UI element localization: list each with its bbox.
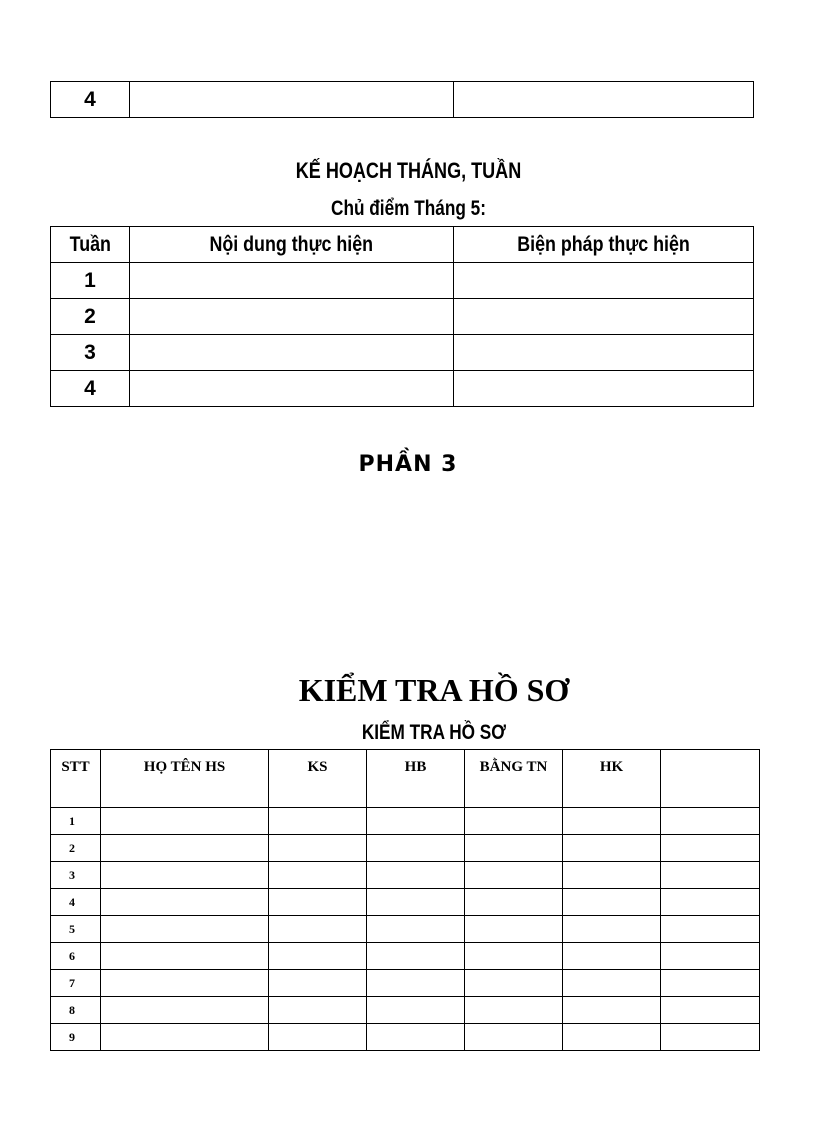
empty-cell [661, 943, 760, 970]
stt-cell: 8 [51, 997, 101, 1024]
table-row [51, 299, 754, 335]
empty-cell [563, 943, 661, 970]
empty-cell [563, 997, 661, 1024]
empty-cell [563, 862, 661, 889]
empty-cell [661, 835, 760, 862]
table-row [51, 862, 760, 889]
table-row [51, 943, 760, 970]
empty-cell [269, 862, 367, 889]
stt-cell: 1 [51, 808, 101, 835]
empty-cell [269, 835, 367, 862]
column-header-ks: KS [269, 750, 367, 808]
empty-cell [101, 997, 269, 1024]
empty-cell [465, 835, 563, 862]
empty-cell [465, 889, 563, 916]
empty-cell [101, 889, 269, 916]
empty-cell [269, 916, 367, 943]
plan-subtitle: Chủ điểm Tháng 5: [330, 197, 486, 220]
empty-cell [563, 808, 661, 835]
empty-cell [101, 916, 269, 943]
method-cell [454, 299, 754, 335]
stt-cell: 7 [51, 970, 101, 997]
empty-cell [367, 808, 465, 835]
empty-cell [465, 1024, 563, 1051]
empty-cell [367, 862, 465, 889]
empty-cell [465, 916, 563, 943]
week-number-cell: 4 [51, 371, 130, 407]
content-cell [130, 335, 454, 371]
column-header-stt: STT [51, 750, 101, 808]
empty-cell [101, 808, 269, 835]
stt-cell: 9 [51, 1024, 101, 1051]
empty-cell [269, 808, 367, 835]
table-row [51, 371, 754, 407]
empty-cell [465, 808, 563, 835]
records-check-subtitle: KIỂM TRA HỒ SƠ [361, 721, 507, 744]
column-header-name: HỌ TÊN HS [101, 750, 269, 808]
table-row [51, 835, 760, 862]
empty-cell [269, 889, 367, 916]
week-number-cell: 2 [51, 299, 130, 335]
empty-cell [101, 1024, 269, 1051]
table-row [51, 970, 760, 997]
monthly-plan-table [50, 226, 754, 407]
empty-cell [101, 862, 269, 889]
table-row [51, 916, 760, 943]
table-row [51, 263, 754, 299]
stt-cell: 2 [51, 835, 101, 862]
empty-cell [661, 889, 760, 916]
empty-cell [465, 943, 563, 970]
empty-cell [269, 1024, 367, 1051]
empty-cell [101, 943, 269, 970]
table-header-row [51, 227, 754, 263]
column-header-extra [661, 750, 760, 808]
column-header-content: Nội dung thực hiện [130, 227, 454, 263]
table-row [51, 997, 760, 1024]
records-check-body [51, 808, 760, 1051]
empty-cell [465, 862, 563, 889]
table-header-row [51, 750, 760, 808]
table-row [51, 335, 754, 371]
previous-plan-table-fragment [50, 81, 754, 118]
empty-cell [101, 970, 269, 997]
empty-cell [367, 1024, 465, 1051]
column-header-hb: HB [367, 750, 465, 808]
empty-cell [269, 943, 367, 970]
empty-cell [367, 943, 465, 970]
empty-cell [563, 970, 661, 997]
column-header-hk: HK [563, 750, 661, 808]
empty-cell [563, 1024, 661, 1051]
plan-title: KẾ HOẠCH THÁNG, TUẦN [295, 158, 521, 183]
empty-cell [563, 889, 661, 916]
empty-cell [465, 970, 563, 997]
part-heading: PHẦN 3 [358, 452, 458, 477]
week-number-cell: 3 [51, 335, 130, 371]
content-cell [130, 299, 454, 335]
stt-cell: 4 [51, 889, 101, 916]
stt-cell: 5 [51, 916, 101, 943]
stt-cell: 3 [51, 862, 101, 889]
empty-cell [269, 970, 367, 997]
method-cell [454, 335, 754, 371]
method-cell [454, 82, 754, 118]
method-cell [454, 263, 754, 299]
empty-cell [661, 1024, 760, 1051]
table-row [51, 1024, 760, 1051]
table-row [51, 82, 754, 118]
empty-cell [367, 916, 465, 943]
empty-cell [367, 889, 465, 916]
table-row [51, 808, 760, 835]
empty-cell [661, 970, 760, 997]
method-cell [454, 371, 754, 407]
empty-cell [367, 835, 465, 862]
empty-cell [661, 862, 760, 889]
empty-cell [563, 835, 661, 862]
content-cell [130, 371, 454, 407]
empty-cell [367, 970, 465, 997]
column-header-week: Tuần [51, 227, 130, 263]
empty-cell [367, 997, 465, 1024]
empty-cell [661, 997, 760, 1024]
week-number-cell: 1 [51, 263, 130, 299]
week-number-cell: 4 [51, 82, 130, 118]
stt-cell: 6 [51, 943, 101, 970]
table-row [51, 889, 760, 916]
empty-cell [465, 997, 563, 1024]
column-header-method: Biện pháp thực hiện [454, 227, 754, 263]
records-check-title: KIỂM TRA HỒ SƠ [298, 672, 570, 708]
empty-cell [563, 916, 661, 943]
column-header-diploma: BẰNG TN [465, 750, 563, 808]
empty-cell [661, 916, 760, 943]
content-cell [130, 82, 454, 118]
empty-cell [269, 997, 367, 1024]
content-cell [130, 263, 454, 299]
empty-cell [101, 835, 269, 862]
empty-cell [661, 808, 760, 835]
records-check-table [50, 749, 760, 1051]
